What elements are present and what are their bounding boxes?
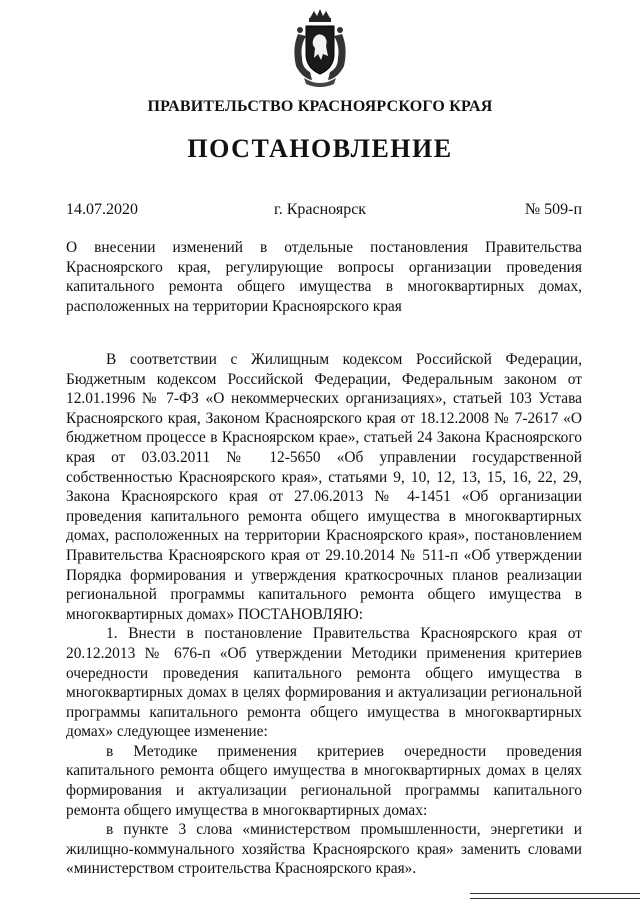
document-city: г. Красноярск xyxy=(273,201,367,218)
document-date: 14.07.2020 xyxy=(66,201,138,218)
clause-1-paragraph: 1. Внести в постановление Правительства Красноярского края от 20.12.2013 № 676-п «Об утверждении Методики применения критериев очередности проведения капитального ремонта общего имущества в многоквартирных домах в целях формирования и актуализации региональной программы капитального ремонта общего имущества в многоквартирных домах» следующее изменение: xyxy=(66,625,582,741)
methodology-paragraph: в Методике применения критериев очередности проведения капитального ремонта общего имущества в многоквартирных домах в целях формирования и актуализации региональной программы капитального ремонта общего имущества в многоквартирных домах: xyxy=(66,742,582,819)
document-subject: О внесении изменений в отдельные постановления Правительства Красноярского края, регулирующие вопросы организации проведения капитального ремонта общего имущества в многоквартирных домах, расположенных на территории Красноярского края xyxy=(66,239,582,315)
document-type-title: ПОСТАНОВЛЕНИЕ xyxy=(187,134,453,163)
organization-title: ПРАВИТЕЛЬСТВО КРАСНОЯРСКОГО КРАЯ xyxy=(147,98,493,115)
coat-of-arms-icon xyxy=(288,8,352,88)
footer-rule xyxy=(470,898,640,899)
point-3-paragraph: в пункте 3 слова «министерством промышленности, энергетики и жилищно-коммунального хозяйства Красноярского края» заменить словами «министерством строительства Красноярского края». xyxy=(66,821,582,878)
preamble-paragraph: В соответствии с Жилищным кодексом Российской Федерации, Бюджетным кодексом Российской Федерации, Федеральным законом от 12.01.1996 № 7-ФЗ «О некоммерческих организациях», статьей 103 Устава Красноярского края, Законом Красноярского края от 18.12.2008 № 7-2617 «О бюджетном процессе в Красноярском крае», статьей 24 Закона Красноярского края от 03.03.2011 № 12-5650 «Об управлении государственной собственностью Красноярского края», статьями 9, 10, 12, 13, 15, 16, 22, 29, Закона Красноярского края от 27.06.2013 № 4-1451 «Об организации проведения капитального ремонта общего имущества в многоквартирных домах, расположенных на территории Красноярского края», постановлением Правительства Красноярского края от 29.10.2014 № 511-п «Об утверждении Порядка формирования и утверждения краткосрочных планов реализации региональной программы капитального ремонта общего имущества в многоквартирных домах» ПОСТАНОВЛЯЮ: xyxy=(66,351,582,623)
document-number: № 509-п xyxy=(524,201,582,218)
document-body xyxy=(66,350,582,879)
footer-rule xyxy=(470,893,640,894)
